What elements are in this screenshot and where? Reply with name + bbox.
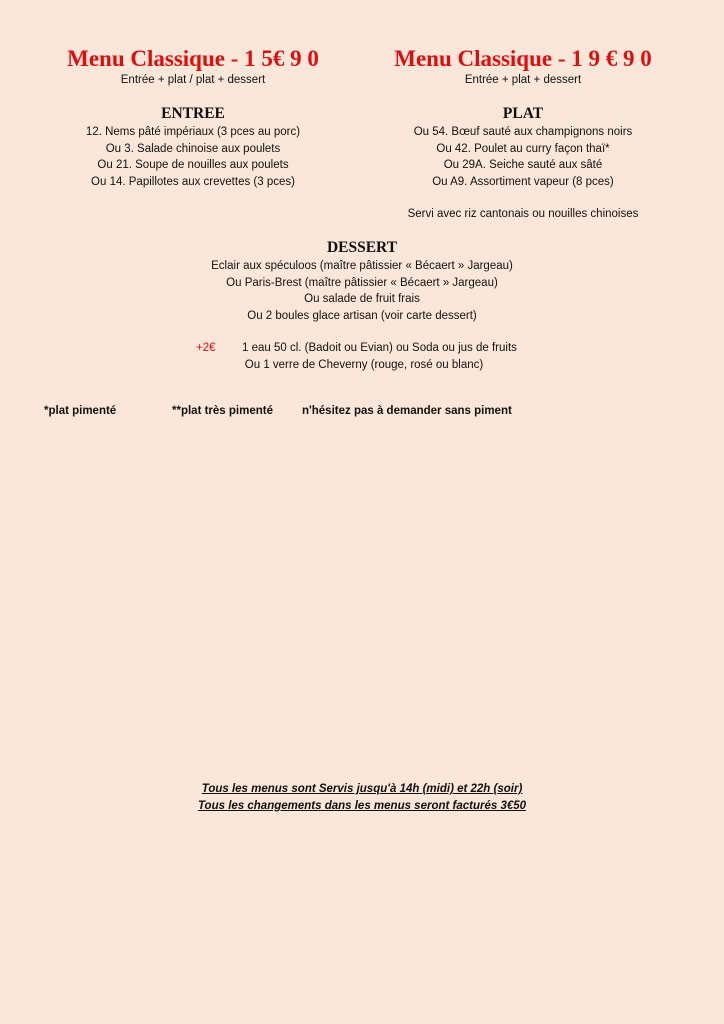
entree-item: Ou 3. Salade chinoise aux poulets: [105, 142, 281, 155]
entree-item: Ou 21. Soupe de nouilles aux poulets: [97, 159, 289, 171]
menu-left: [20, 46, 366, 88]
drinks-price: +2€: [196, 342, 216, 354]
menu-right-title: Menu Classique - 1 9 € 9 0: [394, 46, 652, 71]
note-spicy: *plat pimenté: [44, 405, 117, 417]
dessert-section: [0, 239, 724, 324]
footer-line-2: Tous les changements dans les menus seront facturés 3€50: [197, 800, 527, 812]
menu-left-subtitle: Entrée + plat / plat + dessert: [120, 74, 266, 86]
entree-section: [20, 105, 366, 190]
dessert-item: Eclair aux spéculoos (maître pâtissier « Bécaert » Jargeau): [211, 260, 513, 272]
plat-item: Ou A9. Assortiment vapeur (8 pces): [432, 175, 614, 188]
plat-item: Ou 54. Bœuf sauté aux champignons noirs: [413, 126, 633, 138]
plat-section: [358, 105, 688, 223]
entree-heading: ENTREE: [161, 105, 225, 122]
dessert-item: Ou 2 boules glace artisan (voir carte dessert): [247, 309, 477, 322]
dessert-item: Ou salade de fruit frais: [304, 293, 420, 305]
plat-item: Ou 42. Poulet au curry façon thaï*: [436, 142, 610, 155]
plat-heading: PLAT: [502, 105, 544, 122]
dessert-item: Ou Paris-Brest (maître pâtissier « Bécaert » Jargeau): [226, 276, 498, 289]
menu-left-title: Menu Classique - 1 5€ 9 0: [67, 46, 319, 71]
entree-item: Ou 14. Papillotes aux crevettes (3 pces): [91, 175, 295, 188]
note-no-spice: n'hésitez pas à demander sans piment: [302, 405, 512, 417]
entree-item: 12. Nems pâté impériaux (3 pces au porc): [85, 126, 301, 138]
footer-line-1: Tous les menus sont Servis jusqu'à 14h (midi) et 22h (soir): [201, 783, 523, 795]
drinks-line-2: Ou 1 verre de Cheverny (rouge, rosé ou blanc): [244, 358, 484, 371]
note-very-spicy: **plat très pimenté: [172, 405, 273, 417]
drinks-section: [0, 340, 724, 373]
plat-note: Servi avec riz cantonais ou nouilles chinoises: [407, 208, 639, 220]
plat-item: Ou 29A. Seiche sauté aux sâté: [443, 159, 603, 171]
menu-right-subtitle: Entrée + plat + dessert: [464, 74, 582, 86]
dessert-heading: DESSERT: [326, 239, 398, 256]
footer: [0, 781, 724, 815]
menu-right: [358, 46, 688, 88]
drinks-line-1: 1 eau 50 cl. (Badoit ou Evian) ou Soda ou jus de fruits: [242, 342, 517, 354]
